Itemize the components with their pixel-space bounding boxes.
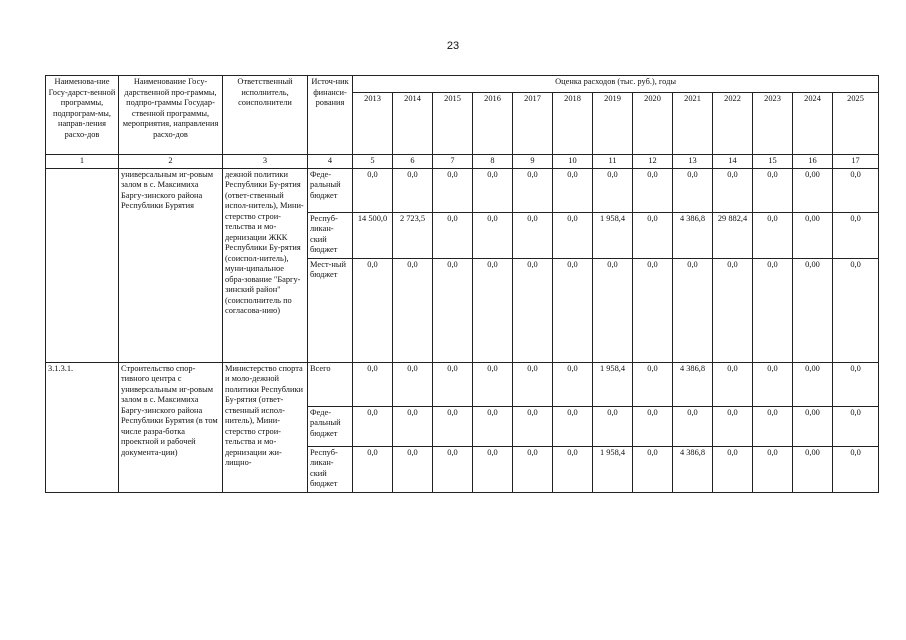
value-cell: 0,0 [553,168,593,212]
column-number: 4 [308,155,353,169]
funding-source: Феде-ральный бюджет [308,406,353,446]
value-cell: 0,00 [793,168,833,212]
value-cell: 0,0 [513,446,553,492]
value-cell: 0,0 [433,168,473,212]
value-cell: 0,0 [633,258,673,362]
column-number: 7 [433,155,473,169]
value-cell: 4 386,8 [673,362,713,406]
year-header: 2019 [593,93,633,155]
value-cell: 0,0 [433,362,473,406]
column-numbers-row [46,155,879,169]
value-cell: 0,0 [553,212,593,258]
value-cell: 0,0 [353,406,393,446]
value-cell: 0,0 [553,362,593,406]
value-cell: 0,0 [713,406,753,446]
column-number: 12 [633,155,673,169]
value-cell: 0,0 [393,446,433,492]
value-cell: 0,0 [833,406,879,446]
value-cell: 4 386,8 [673,446,713,492]
value-cell: 0,0 [353,362,393,406]
header-name: Наименование Госу-дарственной про-граммы, подпро-граммы Государ-ственной программы, мероприятия, направления расхо-дов [119,76,223,155]
funding-source: Респуб-ликан-ский бюджет [308,212,353,258]
budget-table [45,75,879,493]
value-cell: 0,0 [753,446,793,492]
value-cell: 0,0 [393,258,433,362]
row-code [46,168,119,362]
value-cell: 0,0 [513,362,553,406]
value-cell: 0,0 [553,258,593,362]
column-number: 2 [119,155,223,169]
header-executor: Ответственный исполнитель, соисполнители [223,76,308,155]
column-number: 16 [793,155,833,169]
value-cell: 0,0 [673,258,713,362]
value-cell: 0,0 [753,362,793,406]
value-cell: 4 386,8 [673,212,713,258]
header-source: Источ-ник финанси-рования [308,76,353,155]
value-cell: 0,0 [353,168,393,212]
value-cell: 0,0 [753,168,793,212]
value-cell: 0,0 [633,446,673,492]
column-number: 3 [223,155,308,169]
value-cell: 0,0 [753,258,793,362]
value-cell: 0,0 [833,446,879,492]
column-number: 13 [673,155,713,169]
value-cell: 0,0 [353,446,393,492]
value-cell: 0,0 [393,362,433,406]
value-cell: 0,0 [473,168,513,212]
column-number: 6 [393,155,433,169]
value-cell: 0,0 [753,212,793,258]
row-executor: Министерство спорта и моло-дежной политики Республики Бу-рятия (ответ-ственный испол-нитель), Мини-стерство строи-тельства и мо-дернизации жи-лищно- [223,362,308,492]
value-cell: 0,0 [713,258,753,362]
value-cell: 0,0 [713,362,753,406]
value-cell: 0,0 [473,362,513,406]
year-header: 2024 [793,93,833,155]
value-cell: 0,0 [433,212,473,258]
page-number: 23 [446,40,460,52]
value-cell: 0,00 [793,362,833,406]
value-cell: 0,0 [833,168,879,212]
value-cell: 0,0 [713,446,753,492]
year-header: 2014 [393,93,433,155]
value-cell: 0,0 [473,258,513,362]
year-header: 2016 [473,93,513,155]
value-cell: 0,0 [833,258,879,362]
value-cell: 0,0 [593,406,633,446]
year-header: 2025 [833,93,879,155]
value-cell: 0,0 [433,406,473,446]
funding-source: Всего [308,362,353,406]
value-cell: 0,0 [433,258,473,362]
value-cell: 0,0 [513,212,553,258]
value-cell: 1 958,4 [593,362,633,406]
year-header: 2013 [353,93,393,155]
funding-source: Феде-ральный бюджет [308,168,353,212]
column-number: 14 [713,155,753,169]
table-row [46,168,879,212]
header-row [46,76,879,93]
header-estimate: Оценка расходов (тыс. руб.), годы [353,76,879,93]
value-cell: 0,0 [633,362,673,406]
column-number: 11 [593,155,633,169]
value-cell: 0,0 [713,168,753,212]
value-cell: 0,0 [393,406,433,446]
value-cell: 0,0 [393,168,433,212]
value-cell: 0,0 [553,406,593,446]
column-number: 10 [553,155,593,169]
column-number: 8 [473,155,513,169]
value-cell: 0,0 [473,446,513,492]
table-row [46,362,879,406]
value-cell: 0,0 [633,406,673,446]
value-cell: 0,00 [793,406,833,446]
value-cell: 0,0 [513,168,553,212]
value-cell: 0,00 [793,446,833,492]
value-cell: 0,0 [513,258,553,362]
value-cell: 0,0 [353,258,393,362]
value-cell: 0,0 [673,168,713,212]
year-header: 2023 [753,93,793,155]
value-cell: 0,0 [673,406,713,446]
column-number: 5 [353,155,393,169]
value-cell: 0,0 [753,406,793,446]
value-cell: 0,0 [633,212,673,258]
year-header: 2020 [633,93,673,155]
value-cell: 0,0 [833,362,879,406]
value-cell: 0,0 [433,446,473,492]
year-header: 2017 [513,93,553,155]
funding-source: Респуб-ликан-ский бюджет [308,446,353,492]
value-cell: 0,0 [593,258,633,362]
row-executor: дежной политики Республики Бу-рятия (ответ-ственный испол-нитель), Мини-стерство строи-тельства и мо-дернизации ЖКК Республики Бу-рятия (соиспол-нитель), муни-ципальное обра-зование "Баргу-зинский район" (соисполнитель по согласова-нию) [223,168,308,362]
value-cell: 0,0 [633,168,673,212]
column-number: 15 [753,155,793,169]
value-cell: 2 723,5 [393,212,433,258]
header-program: Наименова-ние Госу-дарст-венной программы, подпрограм-мы, направ-ления расхо-дов [46,76,119,155]
year-header: 2018 [553,93,593,155]
value-cell: 14 500,0 [353,212,393,258]
value-cell: 0,0 [833,212,879,258]
row-code: 3.1.3.1. [46,362,119,492]
column-number: 9 [513,155,553,169]
year-header: 2022 [713,93,753,155]
value-cell: 0,0 [553,446,593,492]
value-cell: 0,00 [793,212,833,258]
value-cell: 1 958,4 [593,212,633,258]
funding-source: Мест-ный бюджет [308,258,353,362]
value-cell: 0,0 [593,168,633,212]
value-cell: 0,0 [513,406,553,446]
value-cell: 1 958,4 [593,446,633,492]
column-number: 17 [833,155,879,169]
value-cell: 29 882,4 [713,212,753,258]
year-header: 2015 [433,93,473,155]
value-cell: 0,00 [793,258,833,362]
row-name: Строительство спор-тивного центра с универсальным иг-ровым залом в с. Максимиха Баргу-зинского района Республики Бурятия (в том числе разра-ботка проектной и рабочей документа-ции) [119,362,223,492]
column-number: 1 [46,155,119,169]
row-name: универсальным иг-ровым залом в с. Максимиха Баргу-зинского района Республики Бурятия [119,168,223,362]
value-cell: 0,0 [473,212,513,258]
year-header: 2021 [673,93,713,155]
value-cell: 0,0 [473,406,513,446]
